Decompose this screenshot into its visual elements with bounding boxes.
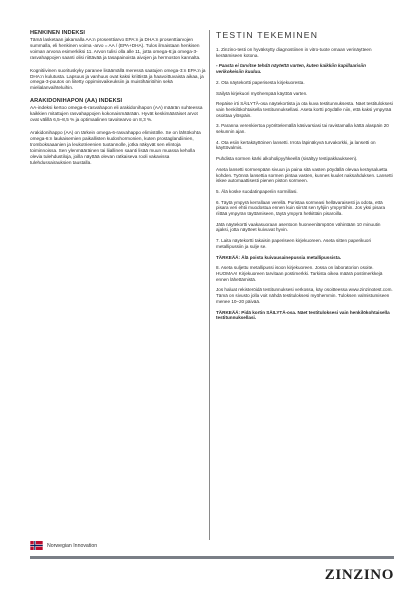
heading-aa-index: ARAKIDONIHAPON (AA) INDEKSI xyxy=(30,98,123,105)
step-1: 1. Zinzino-testi on hyväksytty diagnostiinen in vitro-tuote omaan verinäytteen keräämiseen kotona. xyxy=(216,47,372,58)
heading-mental-index: HENKINEN INDEKSI xyxy=(30,30,86,36)
right-column xyxy=(216,30,394,326)
step-2-detail: Repäise irti SÄILYTÄ-osa näytekortista ja ota kuva testitunnuksesta. Näet testituloksesi vain henkilökohtaisella testitunnuksellasi. Aseta kortti pöydälle niin, että kaksi ympyrää osoittaa ylöspäin. xyxy=(216,101,393,118)
step-2: 2. Ota näytekortti paperisesta kirjekuoresta. xyxy=(216,79,305,85)
step-6: 6. Täytä ympyrä kerrallaan verellä. Puristaa sormeasi hellävaraisesti ja odota, että pisara veri ehtii muodostua ennen kuin siirrät sen tyhjiin ympyröihin. Jos yksi pisara riittää ympyrän täyttämiseen, täytä ympyrä hetkittäin pisaroilla. xyxy=(216,199,386,217)
step-2-note: Säilytä kirjekuori myöhempää käyttöä varten. xyxy=(216,90,308,96)
paragraph-cognitive: Kognitiivinen suorituskyky paranee lisäämällä meressä saatujen omega-3:n EPA:n ja DHA:n kulutusta. Lapsuus ja vanhuus ovat kaksi kriittistä ja haavoittuvaista aikaa, ja omega-3-puutos on liitetty oppimisvaikeuksiin ja muistihäiriöihin sekä mielialanvaihteluihin. xyxy=(30,67,206,91)
important-note-2: TÄRKEÄÄ: Pidä kortin SÄILYTÄ-osa. Näet testituloksesi vain henkilökohtaisella testitunnuksellasi. xyxy=(216,309,390,321)
section-title: TESTIN TEKEMINEN xyxy=(216,30,319,40)
step-8: 8. Aseta suljettu metallipussi isoon kirjekuoreen. Jossa on laboratorion osoite. HUOMAA! Kirjekuoreen tarvitaan postimerkki. Tarkista oikea määrä postimerkkejä ennen lähettämistä. xyxy=(216,265,383,282)
step-4-clean: Puhdista sormen kärki alkoholipyyhkeellä (sisältyy testipakkaukseen). xyxy=(216,156,358,162)
step-1-note: - Paasta ei tarvitse tehdä näytettä varten, kuten kaikkiin kapillaarisiin verikokeisiin kuuluu. xyxy=(216,63,366,75)
step-6-dry: Jätä näytekortti vaakasuoraan asentoon huoneenlämpöön vähintään 10 minuutin ajaksi, jotta näytteet kuivuvat hyvin. xyxy=(216,221,381,233)
step-7: 7. Laita näytekortti takaisin paperiseen kirjekuoreen. Aseta sitten paperikuori metallipussiin ja sulje se. xyxy=(216,238,372,249)
step-5: 5. Älä koske suodatinpaperiin sormillasi. xyxy=(216,188,298,194)
column-divider xyxy=(209,30,210,540)
paragraph-aa-index: AA-indeksi kertoo omega-6-rasvahapon eli arakidonihapon (AA) määrän suhteessa kaikkien mitattujen rasvahappojen kokonaismäärään. Hyvät keskimääräiset arvot ovat välillä 6,5–8,5 % ja optimaalinen tavoitearvo on 8,3 %. xyxy=(30,105,203,123)
paragraph-arachidonic: Arakidonihappo (AA) on tärkein omega-6-rasvahappo elimistölle. Se on lähtökohta omega-6:n laukaisemien paikallisten kudoshormonien, kuten prostaglandiinien, tromboksaaanien ja leukotrieenien tuotannolle, jotka näkyvät sen elintoja toiminnoissa. Sen ylenmääräinen tai liiallinen saanti lisää muun muassa keholla olevia tulehdustiloja, joilla näyttää olevan ratkaiseva rooli vakavissa tulehdussairauksien taustalla. xyxy=(30,129,201,165)
left-column xyxy=(30,30,206,172)
step-4: 4. Ota esiin kertakäyttöinen lansetti. Irrota läpinäkyvä turvakorkki, ja lansetti on käyttövalmis. xyxy=(216,139,376,151)
important-note-1: TÄRKEÄÄ: Älä poista kuivausainepussia metallipussista. xyxy=(216,254,342,260)
origin-label: Norwegian Innovation xyxy=(47,543,98,549)
norway-flag-icon xyxy=(30,541,43,550)
step-3: 3. Paranna verenkiertoa pyörittelemällä käsivarsiasi tai ravistamalla kättä alaspäin 20 sekunnin ajan. xyxy=(216,123,389,135)
paragraph-mental-index: Tämä lasketaan jakamalla AA:n prosenttiarvo EPA:n ja DHA:n prosenttiarvojen summalla, eli henkinen voima -arvo = AA / (EPA+DHA). Tulos ilmaistaan henkisen voiman arvona esimerkiksi 11. Arvon tulisi olla alle 11, jotta omega-6:ja omega-3-rasvahappojen saanti olisi riittävää ja tasapainoista aivojen ja hermoston kannalta. xyxy=(30,37,201,60)
brand-logo: ZINZINO xyxy=(324,567,394,583)
step-4-lancet: Aseta lansetti sormenpään sivuun ja paina sitä vasten pöydällä olevaa keräysaluetta kohden. Työnnä lansettia sormen pintaa vasten, kunnes kuulet naksahduksen. Lansetti iskee automaattisesti pienen piston sormeen. xyxy=(216,166,393,184)
footer-bar xyxy=(30,556,394,559)
register-info: Jos haluat rekisteröidä testitunnuksesi verkossa, käy osoitteessa www.zinzinotest.com. Tämä on sivusto jolla voit nähdä testituloksesi myöhemmin. Tuloksen valmistumiseen menee 10–20 päivää. xyxy=(216,287,393,304)
